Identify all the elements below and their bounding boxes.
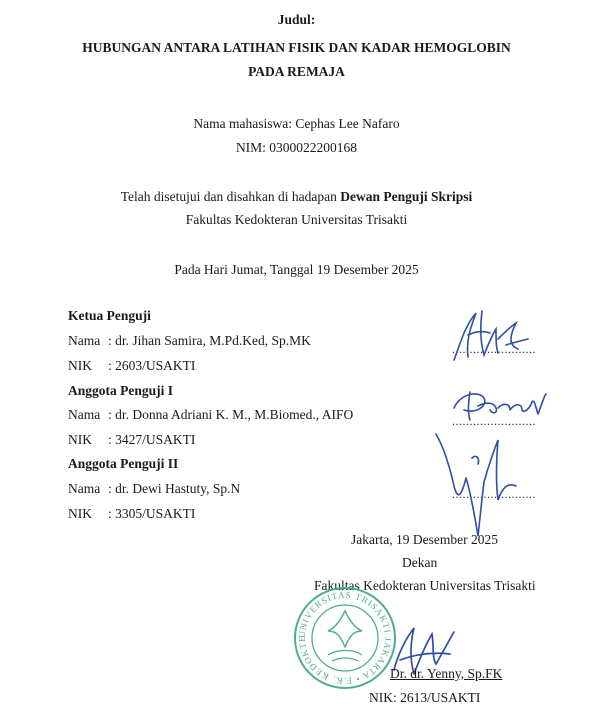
examiner-member2-nik xyxy=(68,506,195,522)
name-value: : dr. Donna Adriani K. M., M.Biomed., AIFO xyxy=(108,407,354,422)
student-nim: NIM: 0300022200168 xyxy=(235,140,358,155)
signature-line-chair: ........................ xyxy=(452,342,536,356)
exam-date: Pada Hari Jumat, Tanggal 19 Desember 2025 xyxy=(174,262,419,277)
name-value: : dr. Dewi Hastuty, Sp.N xyxy=(108,481,241,496)
student-name: Nama mahasiswa: Cephas Lee Nafaro xyxy=(193,116,400,131)
faculty-line: Fakultas Kedokteran Universitas Trisakti xyxy=(185,212,408,227)
signature-line-member1: ........................ xyxy=(452,414,536,428)
name-label: Nama xyxy=(68,407,101,422)
examiner-board: Dewan Penguji Skripsi xyxy=(340,189,473,204)
signature-member2 xyxy=(432,428,522,540)
examiner-member2-name xyxy=(68,481,240,497)
name-label: Nama xyxy=(68,481,101,496)
svg-text:UNIVERSITAS TRISAKTI JAKARTA •: UNIVERSITAS TRISAKTI JAKARTA • F.K. KEDOKTERAN • xyxy=(288,577,394,687)
nik-label: NIK xyxy=(68,358,92,373)
nik-label: NIK xyxy=(68,506,92,521)
dean-place-date: Jakarta, 19 Desember 2025 xyxy=(351,532,498,547)
title-label: Judul: xyxy=(277,12,316,27)
name-value: : dr. Jihan Samira, M.Pd.Ked, Sp.MK xyxy=(108,333,311,348)
approval-statement xyxy=(0,189,593,205)
nik-value: : 3305/USAKTI xyxy=(108,506,196,521)
examiner-chair-nik xyxy=(68,358,195,374)
examiner-member1-nik xyxy=(68,432,195,448)
dean-faculty: Fakultas Kedokteran Universitas Trisakti xyxy=(314,578,536,593)
examiner-role-member1: Anggota Penguji I xyxy=(68,383,174,398)
nik-value: : 2603/USAKTI xyxy=(108,358,196,373)
name-label: Nama xyxy=(68,333,101,348)
examiner-role-chair: Ketua Penguji xyxy=(68,308,151,323)
dean-name: Dr. dr. Yenny, Sp.FK xyxy=(390,666,503,681)
signature-member1 xyxy=(448,384,552,424)
nik-value: : 3427/USAKTI xyxy=(108,432,196,447)
examiner-chair-name xyxy=(68,333,311,349)
approval-prefix: Telah disetujui dan disahkan di hadapan xyxy=(120,189,341,204)
examiner-member1-name xyxy=(68,407,353,423)
thesis-title-line2: PADA REMAJA xyxy=(248,64,345,79)
dean-nik: NIK: 2613/USAKTI xyxy=(369,690,481,705)
examiner-role-member2: Anggota Penguji II xyxy=(68,456,179,471)
dean-title: Dekan xyxy=(402,555,438,570)
nik-label: NIK xyxy=(68,432,92,447)
signature-line-member2: ........................ xyxy=(452,487,536,501)
thesis-title-line1: HUBUNGAN ANTARA LATIHAN FISIK DAN KADAR HEMOGLOBIN xyxy=(82,40,511,55)
signature-chair xyxy=(446,305,536,365)
